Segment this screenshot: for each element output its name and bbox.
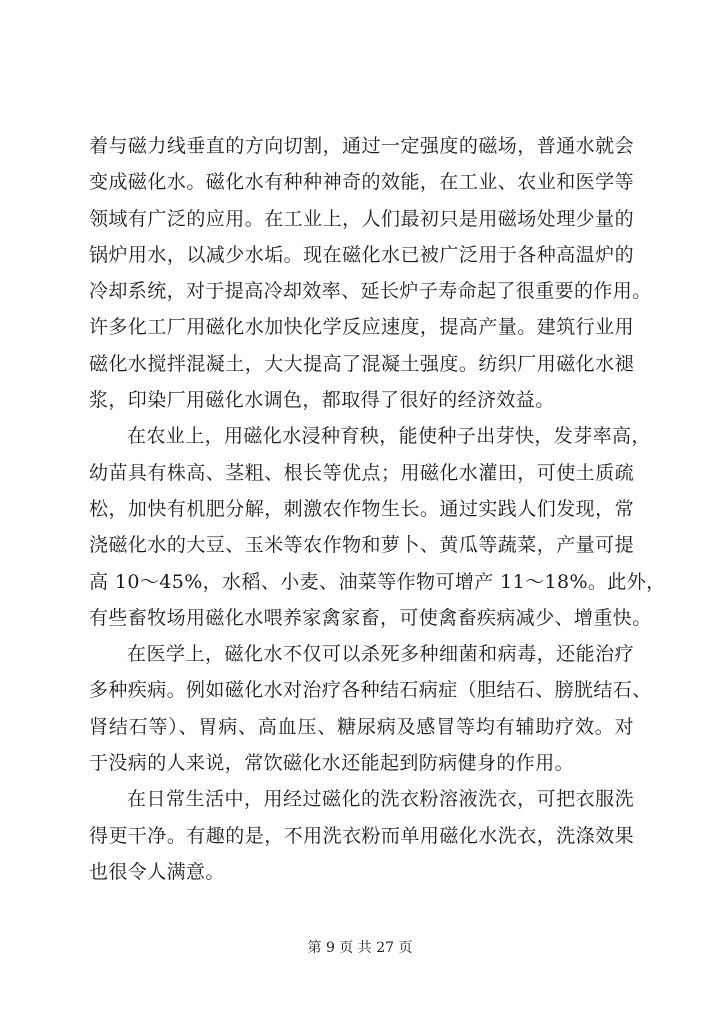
- text-line: 高 10～45%，水稻、小麦、油菜等作物可增产 11～18%。此外，: [89, 570, 666, 593]
- text-line: 磁化水搅拌混凝土，大大提高了混凝土强度。纺织厂用磁化水褪: [89, 352, 634, 375]
- text-line: 浇磁化水的大豆、玉米等农作物和萝卜、黄瓜等蔬菜，产量可提: [89, 534, 634, 557]
- text-line: 在日常生活中，用经过磁化的洗衣粉溶液洗衣，可把衣服洗: [127, 788, 634, 811]
- text-line: 肾结石等）、胃病、高血压、糖尿病及感冒等均有辅助疗效。对: [89, 715, 634, 738]
- text-line: 许多化工厂用磁化水加快化学反应速度，提高产量。建筑行业用: [89, 316, 634, 339]
- text-line: 着与磁力线垂直的方向切割，通过一定强度的磁场，普通水就会: [89, 135, 634, 157]
- text-line: 得更干净。有趣的是，不用洗衣粉而单用磁化水洗衣，洗涤效果: [89, 824, 634, 847]
- body-text: [89, 128, 666, 890]
- text-line: 在农业上，用磁化水浸种育秧，能使种子出芽快，发芽率高，: [127, 425, 651, 448]
- text-line: 也很令人满意。: [89, 860, 225, 883]
- text-line: 冷却系统，对于提高冷却效率、延长炉子寿命起了很重要的作用。: [89, 280, 652, 303]
- text-line: 变成磁化水。磁化水有种种神奇的效能，在工业、农业和医学等: [89, 171, 634, 194]
- text-line: 有些畜牧场用磁化水喂养家禽家畜，可使禽畜疾病减少、增重快。: [89, 606, 652, 629]
- text-line: 多种疾病。例如磁化水对治疗各种结石病症（胆结石、膀胱结石、: [89, 679, 652, 702]
- text-line: 于没病的人来说，常饮磁化水还能起到防病健身的作用。: [89, 752, 575, 775]
- text-line: 领域有广泛的应用。在工业上，人们最初只是用磁场处理少量的: [89, 207, 634, 230]
- text-line: 锅炉用水，以减少水垢。现在磁化水已被广泛用于各种高温炉的: [89, 243, 634, 266]
- text-line: 浆，印染厂用磁化水调色，都取得了很好的经济效益。: [89, 389, 555, 412]
- text-line: 松，加快有机肥分解，刺激农作物生长。通过实践人们发现，常: [89, 497, 634, 520]
- text-line: 幼苗具有株高、茎粗、根长等优点；用磁化水灌田，可使土质疏: [89, 461, 634, 484]
- page-footer: 第 9 页 共 27 页: [307, 940, 413, 956]
- text-line: 在医学上，磁化水不仅可以杀死多种细菌和病毒，还能治疗: [127, 643, 634, 666]
